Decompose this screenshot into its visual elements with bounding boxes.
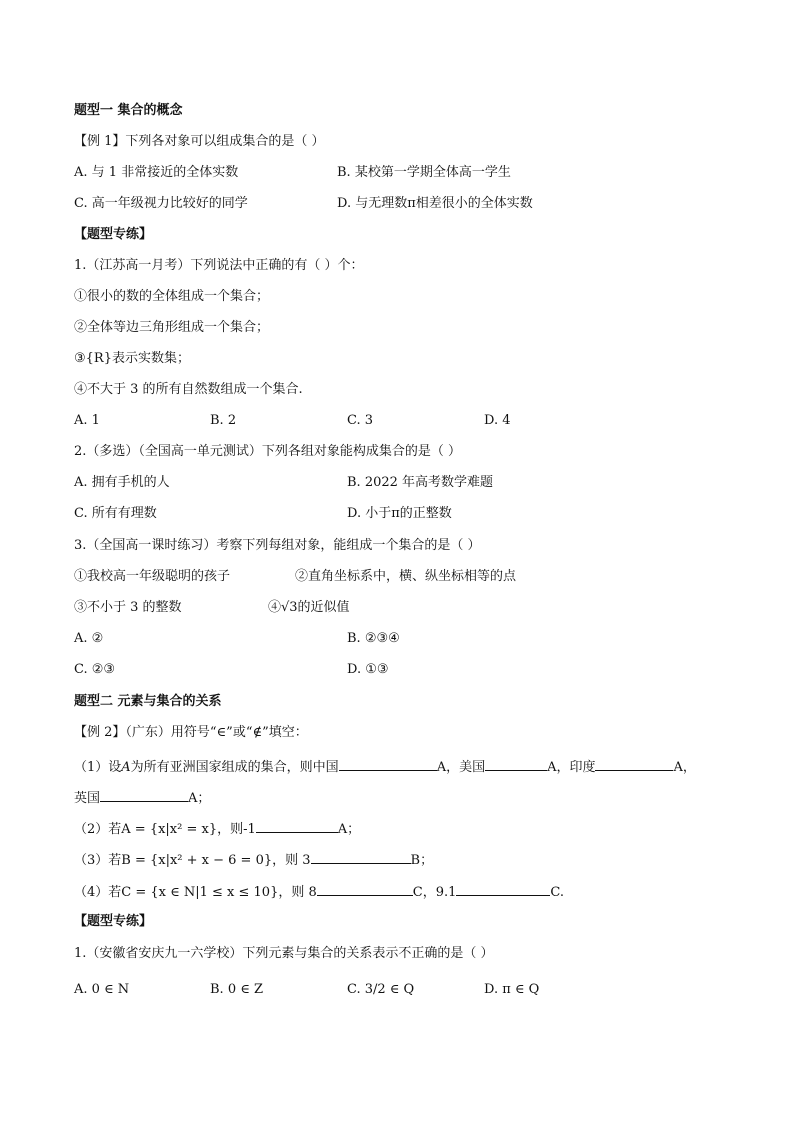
part-3-text: （3）若B = {x|x² + x − 6 = 0}，则 3 — [74, 853, 311, 868]
part-1-uk-end: A； — [188, 791, 211, 806]
answer-blank-usa[interactable] — [485, 757, 547, 771]
example-2-part-1-cont — [74, 788, 210, 808]
q1-item-1: ①很小的数的全体组成一个集合； — [74, 289, 270, 304]
example-1-option-d: D. 与无理数π相差很小的全体实数 — [337, 196, 533, 211]
q2-option-b: B. 2022 年高考数学难题 — [347, 475, 494, 490]
section-heading-element-relation: 题型二 元素与集合的关系 — [74, 694, 222, 709]
part-1-usa: A，美国 — [436, 760, 486, 775]
example-2-part-3 — [74, 850, 433, 870]
q3-item-2: ②直角坐标系中，横、纵坐标相等的点 — [295, 569, 517, 584]
example-2-part-4 — [74, 882, 564, 902]
answer-blank-uk[interactable] — [100, 788, 188, 802]
q2-option-a: A. 拥有手机的人 — [74, 475, 170, 490]
q1-item-3: ③{R}表示实数集； — [74, 351, 190, 366]
q1-item-4: ④不大于 3 的所有自然数组成一个集合. — [74, 382, 303, 397]
part-4-end: C. — [550, 885, 565, 900]
s2-q1-option-a: A. 0 ∈ N — [74, 982, 130, 997]
example-1-option-b: B. 某校第一学期全体高一学生 — [337, 165, 511, 180]
set-a-symbol: A — [121, 760, 131, 775]
example-1-option-a: A. 与 1 非常接近的全体实数 — [74, 165, 239, 180]
q2-option-d: D. 小于π的正整数 — [347, 506, 452, 521]
part-2-end: A； — [337, 822, 361, 837]
answer-blank-part-4a[interactable] — [317, 882, 413, 896]
s2-q1-option-d: D. π ∈ Q — [484, 982, 540, 997]
example-1-option-c: C. 高一年级视力比较好的同学 — [74, 196, 248, 211]
answer-blank-part-2[interactable] — [256, 819, 338, 833]
q1-option-d: D. 4 — [484, 413, 511, 428]
answer-blank-part-4b[interactable] — [456, 882, 550, 896]
q1-stem: 1.（江苏高一月考）下列说法中正确的有（ ）个： — [74, 258, 364, 273]
q3-option-a: A. ② — [74, 631, 104, 646]
q3-item-4: ④√3的近似值 — [268, 600, 350, 615]
part-1-end: A， — [673, 760, 696, 775]
part-4-text: （4）若C = {x ∈ N|1 ≤ x ≤ 10}，则 8 — [74, 885, 317, 900]
section-heading-concept: 题型一 集合的概念 — [74, 103, 183, 118]
q2-option-c: C. 所有有理数 — [74, 506, 157, 521]
answer-blank-india[interactable] — [595, 757, 673, 771]
practice-label-2: 【题型专练】 — [74, 914, 153, 929]
q2-stem: 2.（多选）（全国高一单元测试）下列各组对象能构成集合的是（ ） — [74, 444, 462, 459]
example-1-stem: 【例 1】下列各对象可以组成集合的是（ ） — [74, 134, 325, 149]
example-2-stem: 【例 2】（广东）用符号“∈”或“∉”填空： — [74, 725, 308, 740]
answer-blank-china[interactable] — [339, 757, 437, 771]
part-2-text: （2）若A = {x|x² = x}，则-1 — [74, 822, 256, 837]
example-2-part-1 — [74, 757, 696, 777]
practice-label-1: 【题型专练】 — [74, 227, 153, 242]
q1-option-c: C. 3 — [347, 413, 374, 428]
q1-option-b: B. 2 — [210, 413, 237, 428]
q3-item-3: ③不小于 3 的整数 — [74, 600, 182, 615]
q3-option-d: D. ①③ — [347, 662, 389, 677]
q3-item-1: ①我校高一年级聪明的孩子 — [74, 569, 231, 584]
part-3-end: B； — [410, 853, 434, 868]
part-1-prefix: （1）设 — [74, 760, 122, 775]
q3-option-b: B. ②③④ — [347, 631, 400, 646]
s2-q1-option-c: C. 3/2 ∈ Q — [347, 982, 415, 997]
example-2-part-2 — [74, 819, 360, 839]
q3-stem: 3.（全国高一课时练习）考察下列每组对象，能组成一个集合的是（ ） — [74, 538, 481, 553]
q1-item-2: ②全体等边三角形组成一个集合； — [74, 320, 270, 335]
q1-option-a: A. 1 — [74, 413, 100, 428]
s2-q1-option-b: B. 0 ∈ Z — [210, 982, 264, 997]
answer-blank-part-3[interactable] — [311, 850, 411, 864]
s2-q1-stem: 1.（安徽省安庆九一六学校）下列元素与集合的关系表示不正确的是（ ） — [74, 946, 494, 961]
part-4-mid: C，9.1 — [412, 885, 457, 900]
part-1-china: 为所有亚洲国家组成的集合，则中国 — [130, 760, 339, 775]
q3-option-c: C. ②③ — [74, 662, 116, 677]
part-1-uk: 英国 — [74, 791, 101, 806]
part-1-india: A，印度 — [547, 760, 596, 775]
